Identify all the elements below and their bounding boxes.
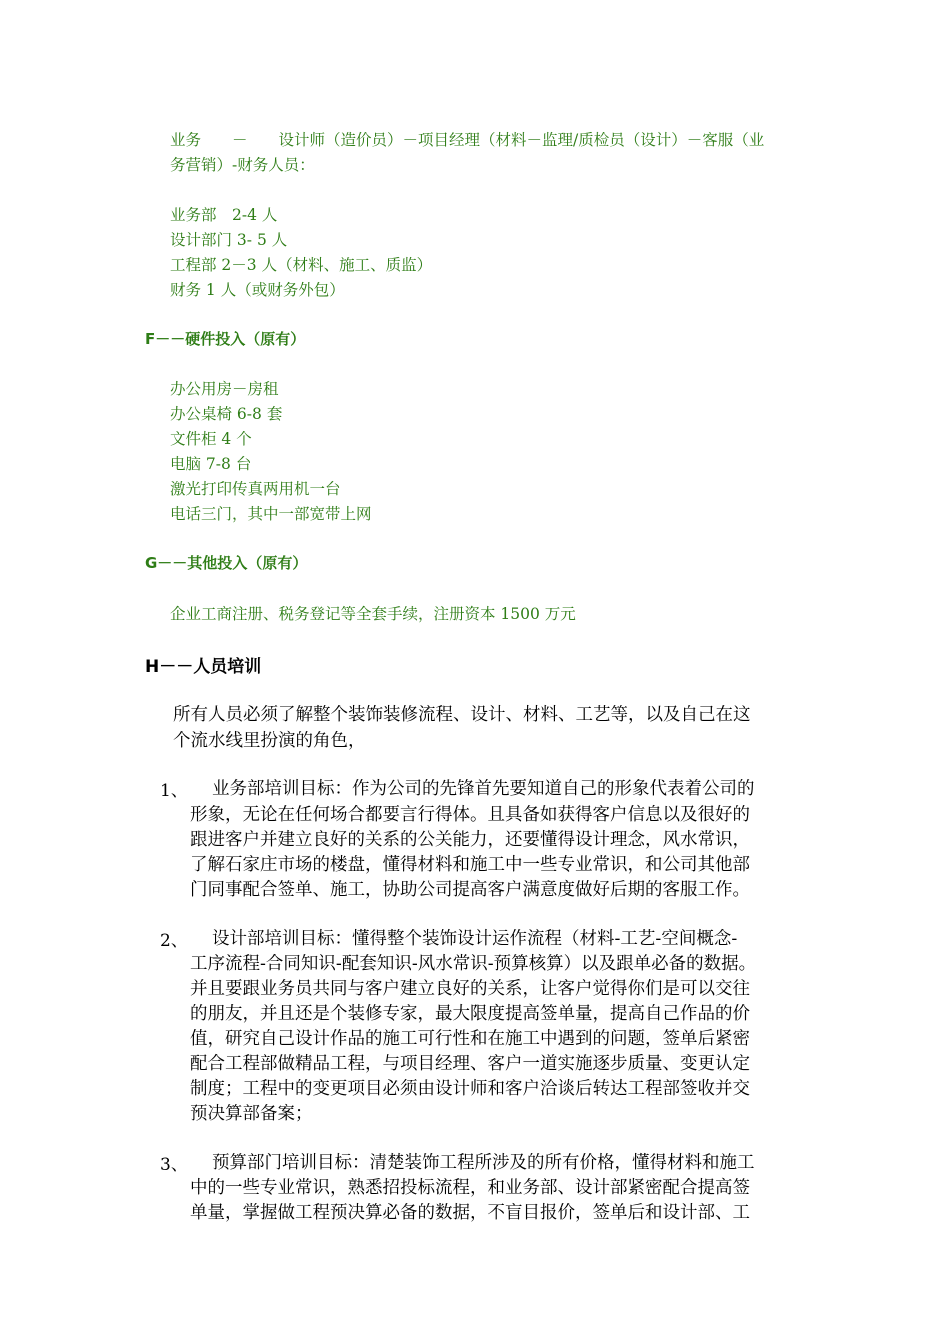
item-number: 1、	[160, 781, 188, 801]
item-line: 制度；工程中的变更项目必须由设计师和客户洽谈后转达工程部签收并交	[190, 1079, 750, 1099]
item-line: 配合工程部做精品工程，与项目经理、客户一道实施逐步质量、变更认定	[190, 1054, 750, 1074]
org-line-2: 务营销）-财务人员：	[170, 156, 315, 174]
intro-line: 个流水线里扮演的角色，	[173, 731, 366, 751]
item-line: 门同事配合签单、施工，协助公司提高客户满意度做好后期的客服工作。	[190, 880, 750, 900]
item-line: 工序流程-合同知识-配套知识-风水常识-预算核算）以及跟单必备的数据。	[190, 954, 757, 974]
item-line: 业务部培训目标：作为公司的先锋首先要知道自己的形象代表着公司的	[212, 779, 755, 799]
hardware-item: 激光打印传真两用机一台	[170, 480, 341, 498]
item-number: 2、	[160, 931, 188, 951]
item-line: 单量，掌握做工程预决算必备的数据，不盲目报价，签单后和设计部、工	[190, 1203, 750, 1223]
staff-item: 业务部 2-4 人	[170, 206, 278, 224]
staff-item: 工程部 2－3 人（材料、施工、质监）	[170, 256, 433, 274]
item-line: 形象，无论在任何场合都要言行得体。且具备如获得客户信息以及很好的	[190, 805, 750, 825]
hardware-item: 办公用房－房租	[170, 380, 279, 398]
item-line: 并且要跟业务员共同与客户建立良好的关系，让客户觉得你们是可以交往	[190, 979, 750, 999]
intro-line: 所有人员必须了解整个装饰装修流程、设计、材料、工艺等，以及自己在这	[173, 705, 751, 725]
item-number: 3、	[160, 1155, 188, 1175]
section-g-heading: G－－其他投入（原有）	[145, 554, 308, 572]
hardware-item: 电脑 7-8 台	[170, 455, 252, 473]
section-g-text: 企业工商注册、税务登记等全套手续，注册资本 1500 万元	[170, 605, 576, 623]
item-line: 跟进客户并建立良好的关系的公关能力，还要懂得设计理念，风水常识，	[190, 830, 750, 850]
staff-item: 设计部门 3- 5 人	[170, 231, 288, 249]
item-line: 设计部培训目标：懂得整个装饰设计运作流程（材料-工艺-空间概念-	[212, 929, 738, 949]
item-line: 值，研究自己设计作品的施工可行性和在施工中遇到的问题，签单后紧密	[190, 1029, 750, 1049]
item-line: 预决算部备案；	[190, 1104, 313, 1124]
item-line: 的朋友，并且还是个装修专家，最大限度提高签单量，提高自己作品的价	[190, 1004, 750, 1024]
hardware-item: 文件柜 4 个	[170, 430, 252, 448]
item-line: 中的一些专业常识，熟悉招投标流程，和业务部、设计部紧密配合提高签	[190, 1178, 750, 1198]
item-line: 了解石家庄市场的楼盘，懂得材料和施工中一些专业常识，和公司其他部	[190, 855, 750, 875]
section-h-heading: H－－人员培训	[145, 657, 262, 677]
staff-item: 财务 1 人（或财务外包）	[170, 281, 345, 299]
hardware-item: 办公桌椅 6-8 套	[170, 405, 283, 423]
org-line-1: 业务 － 设计师（造价员）－项目经理（材料－监理/质检员（设计）－客服（业	[170, 131, 765, 149]
hardware-item: 电话三门，其中一部宽带上网	[170, 505, 372, 523]
item-line: 预算部门培训目标：清楚装饰工程所涉及的所有价格，懂得材料和施工	[212, 1153, 755, 1173]
section-f-heading: F－－硬件投入（原有）	[145, 330, 306, 348]
